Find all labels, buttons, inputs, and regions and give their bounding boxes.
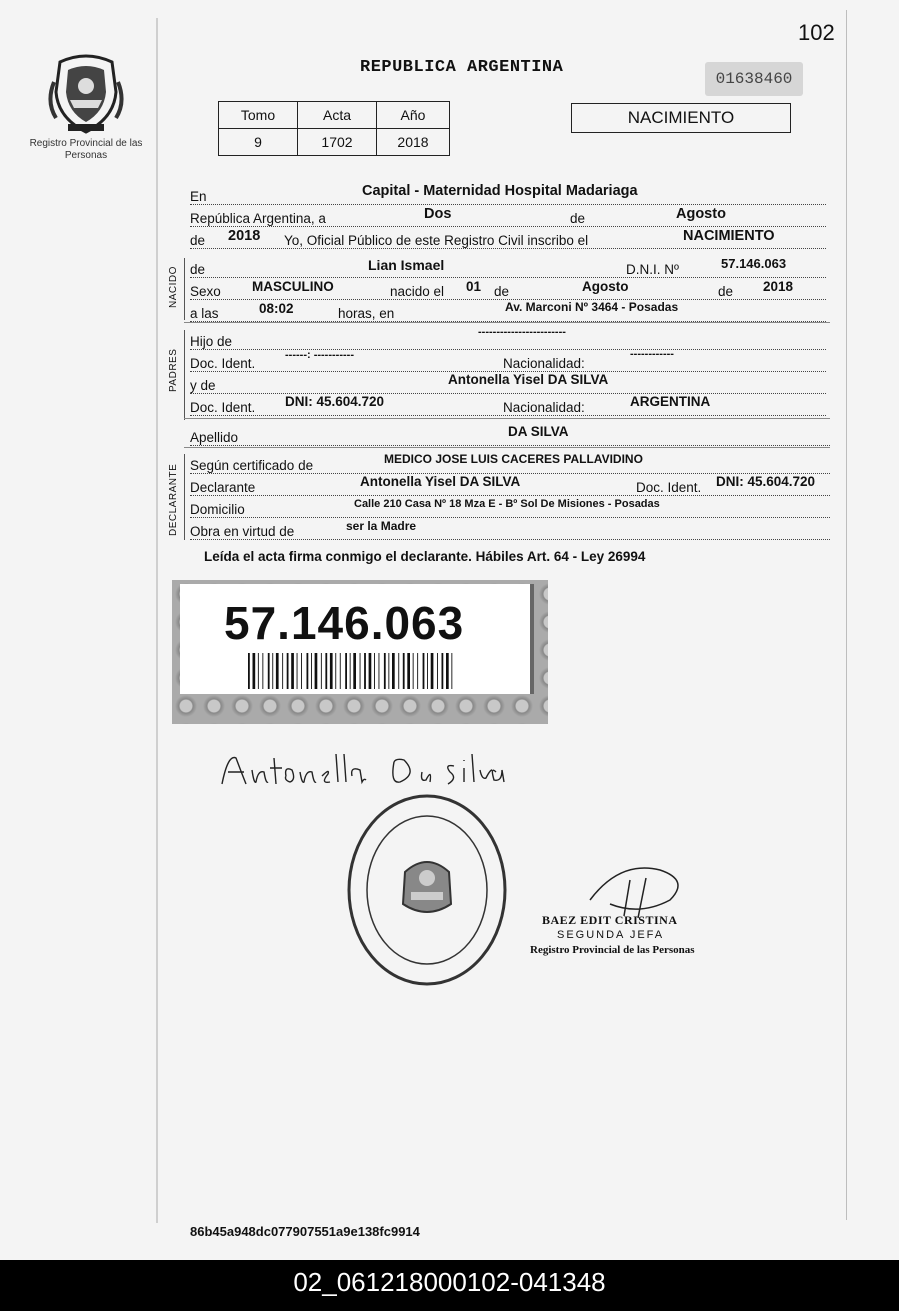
serial-number-stamp: 01638460	[705, 62, 803, 96]
record-table	[218, 101, 450, 156]
label-doc-ident: Doc. Ident.	[190, 356, 256, 371]
record-value-acta: 1702	[298, 129, 377, 156]
value-padre-doc: ------: -----------	[285, 349, 354, 361]
label-nacionalidad2: Nacionalidad:	[503, 400, 585, 415]
barcode-bar	[431, 653, 434, 689]
barcode-bar	[282, 653, 283, 689]
barcode-bar	[392, 653, 395, 689]
label-obra: Obra en virtud de	[190, 524, 295, 539]
barcode-bar	[388, 653, 389, 689]
label-de-name: de	[190, 262, 206, 277]
value-lugar: Capital - Maternidad Hospital Madariaga	[362, 183, 638, 199]
barcode-bar	[398, 653, 399, 689]
page-number: 102	[798, 20, 835, 45]
value-sexo: MASCULINO	[252, 279, 334, 294]
row-obra	[190, 524, 830, 540]
label-declarante: Declarante	[190, 480, 256, 495]
separator-apellido	[184, 447, 830, 448]
value-apellido: DA SILVA	[508, 424, 569, 439]
separator-nacido	[184, 322, 830, 323]
label-dni: D.N.I. Nº	[626, 262, 679, 277]
value-domicilio: Calle 210 Casa Nº 18 Mza E - Bº Sol De Misiones - Posadas	[354, 498, 660, 510]
barcode-bar	[353, 653, 356, 689]
official-role: SEGUNDA JEFA	[557, 929, 665, 941]
section-bar-padres	[184, 330, 185, 420]
label-de: de	[570, 211, 586, 226]
record-header-tomo: Tomo	[219, 102, 298, 129]
provincial-coat-of-arms-icon	[46, 52, 126, 136]
barcode-bar	[413, 653, 414, 689]
barcode-bar	[384, 653, 386, 689]
barcode-bar	[427, 653, 428, 689]
barcode-bar	[301, 653, 302, 689]
barcode-bar	[451, 653, 452, 689]
label-doc-ident2: Doc. Ident.	[190, 400, 256, 415]
barcode-bar	[403, 653, 405, 689]
page-edge-line	[846, 10, 847, 1220]
value-lugar-nac: Av. Marconi Nº 3464 - Posadas	[505, 300, 679, 314]
value-madre-doc: DNI: 45.604.720	[285, 394, 385, 409]
barcode-bar	[276, 653, 279, 689]
label-de3: de	[718, 284, 734, 299]
barcode-bar	[446, 653, 449, 689]
barcode-bar	[374, 653, 375, 689]
barcode-bar	[369, 653, 372, 689]
record-header-anio: Año	[377, 102, 450, 129]
value-anio: 2018	[228, 228, 261, 244]
barcode-bar	[297, 653, 298, 689]
section-bar-nacido	[184, 258, 185, 320]
official-name: BAEZ EDIT CRISTINA	[542, 913, 678, 927]
barcode-bar	[423, 653, 425, 689]
barcode-bar	[291, 653, 294, 689]
label-segun: Según certificado de	[190, 458, 314, 473]
barcode-bar	[248, 653, 250, 689]
official-seal-icon	[345, 792, 510, 988]
document-hash: 86b45a948dc077907551a9e138fc9914	[190, 1224, 420, 1239]
record-header-acta: Acta	[298, 102, 377, 129]
section-label-padres: PADRES	[168, 348, 179, 392]
handwritten-signature	[218, 744, 508, 794]
barcode-bar	[335, 653, 336, 689]
value-padre: ------------------------	[478, 326, 566, 338]
label-de-year: de	[190, 233, 206, 248]
value-declarante: Antonella Yisel DA SILVA	[360, 474, 521, 489]
separator-padres	[184, 418, 830, 419]
row-republica	[190, 211, 826, 227]
barcode-bar	[307, 653, 309, 689]
value-nombre: Lian Ismael	[368, 257, 445, 273]
value-dni: 57.146.063	[721, 256, 787, 271]
label-nacido: nacido el	[390, 284, 445, 299]
official-office: Registro Provincial de las Personas	[530, 944, 695, 956]
barcode-icon	[248, 653, 456, 689]
label-a-las: a las	[190, 306, 219, 321]
value-mes: Agosto	[676, 206, 726, 222]
barcode-bar	[272, 653, 273, 689]
label-sexo: Sexo	[190, 284, 221, 299]
value-declarante-doc: DNI: 45.604.720	[716, 474, 816, 489]
barcode-bar	[311, 653, 312, 689]
record-type-box: NACIMIENTO	[571, 103, 791, 133]
barcode-bar	[345, 653, 347, 689]
document-title: REPUBLICA ARGENTINA	[360, 58, 564, 77]
section-label-nacido: NACIDO	[168, 266, 179, 308]
barcode-bar	[258, 653, 259, 689]
official-signature	[580, 860, 700, 920]
barcode-bar	[253, 653, 256, 689]
barcode-bar	[340, 653, 341, 689]
value-nac-mes: Agosto	[582, 279, 629, 294]
label-y-de: y de	[190, 378, 216, 393]
label-de2: de	[494, 284, 510, 299]
label-doc-ident3: Doc. Ident.	[636, 480, 702, 495]
barcode-bar	[437, 653, 438, 689]
label-apellido: Apellido	[190, 430, 239, 445]
section-bar-declarante	[184, 454, 185, 540]
footer-id-bar: 02_061218000102-041348	[0, 1260, 899, 1311]
barcode-bar	[442, 653, 444, 689]
value-nac-dia: 01	[466, 279, 482, 294]
barcode-bar	[379, 653, 380, 689]
barcode-bar	[364, 653, 366, 689]
record-value-tomo: 9	[219, 129, 298, 156]
barcode-bar	[268, 653, 270, 689]
dni-plate-number: 57.146.063	[224, 597, 465, 649]
value-nac-anio: 2018	[763, 279, 794, 294]
label-nacionalidad: Nacionalidad:	[503, 356, 585, 371]
label-domicilio: Domicilio	[190, 502, 245, 517]
barcode-bar	[262, 653, 263, 689]
barcode-bar	[321, 653, 322, 689]
record-value-anio: 2018	[377, 129, 450, 156]
value-dia: Dos	[424, 206, 452, 222]
value-hora: 08:02	[259, 301, 294, 316]
label-en: En	[190, 189, 207, 204]
barcode-bar	[407, 653, 410, 689]
value-madre-nac: ARGENTINA	[630, 394, 711, 409]
value-certificado: MEDICO JOSE LUIS CACERES PALLAVIDINO	[384, 452, 643, 466]
label-hijo-de: Hijo de	[190, 334, 233, 349]
barcode-bar	[417, 653, 418, 689]
label-yo: Yo, Oficial Público de este Registro Civil inscribo el	[284, 233, 589, 248]
label-republica: República Argentina, a	[190, 211, 326, 226]
value-obra: ser la Madre	[346, 519, 417, 533]
legal-text: Leída el acta firma conmigo el declarante. Hábiles Art. 64 - Ley 26994	[204, 549, 646, 564]
barcode-bar	[287, 653, 289, 689]
barcode-bar	[325, 653, 327, 689]
record-table-value-row	[219, 129, 450, 156]
value-padre-nac: ------------	[630, 348, 674, 360]
registry-caption: Registro Provincial de las Personas	[29, 138, 143, 161]
barcode-bar	[330, 653, 333, 689]
label-horas: horas, en	[338, 306, 395, 321]
value-acto: NACIMIENTO	[683, 228, 775, 244]
section-label-declarante: DECLARANTE	[168, 463, 179, 536]
value-madre: Antonella Yisel DA SILVA	[448, 372, 609, 387]
barcode-bar	[360, 653, 361, 689]
record-table-header-row	[219, 102, 450, 129]
barcode-bar	[350, 653, 351, 689]
page-margin-line	[156, 18, 158, 1223]
barcode-bar	[315, 653, 318, 689]
